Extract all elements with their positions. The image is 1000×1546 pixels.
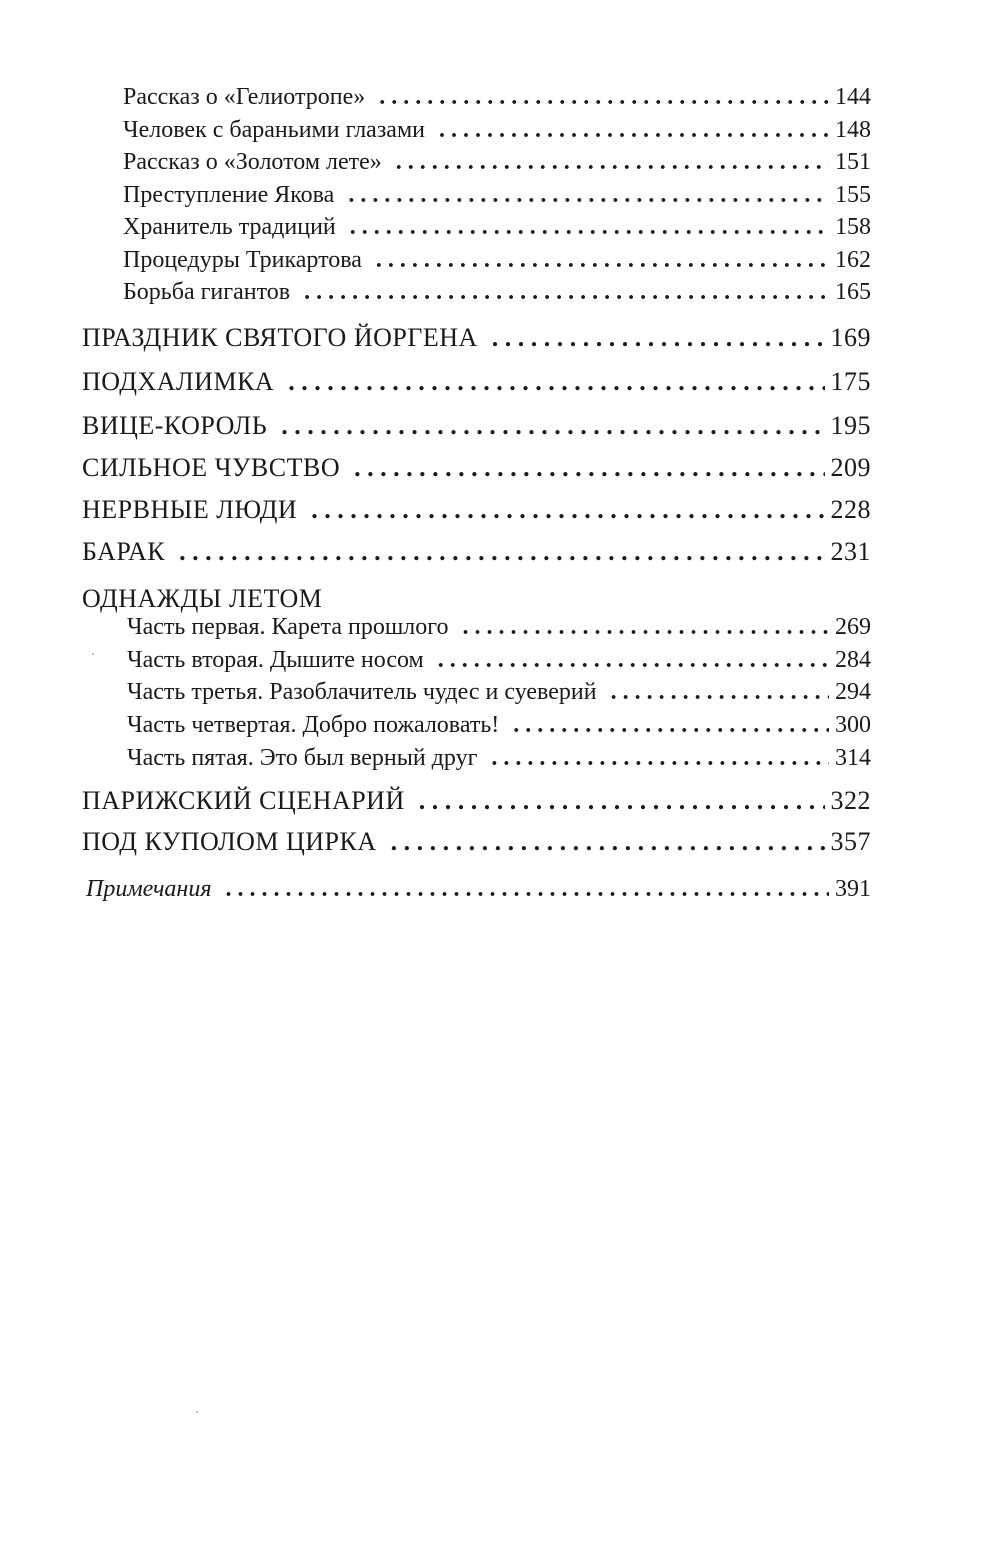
toc-entry[interactable] <box>82 411 871 447</box>
toc-entry-title: Часть вторая. Дышите носом <box>127 647 424 673</box>
dot-leader <box>491 745 829 772</box>
toc-entry[interactable] <box>127 745 871 781</box>
toc-entry-page: 284 <box>835 647 871 673</box>
toc-entry[interactable] <box>82 827 871 863</box>
toc-entry-title: БАРАК <box>82 537 166 566</box>
toc-entry-page: 231 <box>830 537 871 566</box>
dot-leader <box>611 679 829 706</box>
toc-entry[interactable] <box>127 679 871 715</box>
toc-entry[interactable] <box>127 614 871 650</box>
toc-entry-title: Преступление Якова <box>123 182 335 208</box>
toc-entry[interactable] <box>82 453 871 489</box>
toc-entry-page: 144 <box>835 84 871 110</box>
toc-entry[interactable] <box>123 247 871 283</box>
dot-leader <box>350 214 829 241</box>
dot-leader <box>281 411 824 441</box>
toc-entry-title: Часть третья. Разоблачитель чудес и суеверий <box>127 679 597 705</box>
toc-entry-title: ПОДХАЛИМКА <box>82 367 275 396</box>
toc-entry[interactable] <box>123 117 871 153</box>
print-speck <box>196 1411 198 1413</box>
toc-entry-title: ПОД КУПОЛОМ ЦИРКА <box>82 827 377 856</box>
print-speck <box>92 653 94 655</box>
toc-entry-page: 357 <box>830 827 871 856</box>
toc-entry-title: СИЛЬНОЕ ЧУВСТВО <box>82 453 341 482</box>
toc-entry-title: Рассказ о «Золотом лете» <box>123 149 382 175</box>
toc-entry-title: Процедуры Трикартова <box>123 247 362 273</box>
toc-section-heading[interactable]: ОДНАЖДЫ ЛЕТОМ <box>82 584 323 613</box>
toc-entry[interactable] <box>123 182 871 218</box>
toc-entry[interactable] <box>82 537 871 573</box>
dot-leader <box>348 182 829 209</box>
toc-entry[interactable] <box>82 786 871 822</box>
dot-leader <box>376 247 829 274</box>
toc-entry-page: 175 <box>830 367 871 396</box>
toc-entry-page: 391 <box>835 876 871 902</box>
toc-entry-title: Примечания <box>86 876 212 902</box>
toc-entry-title: ПАРИЖСКИЙ СЦЕНАРИЙ <box>82 786 405 815</box>
dot-leader <box>179 537 824 567</box>
toc-entry-page: 209 <box>830 453 871 482</box>
toc-entry-page: 269 <box>835 614 871 640</box>
toc-entry-page: 322 <box>830 786 871 815</box>
toc-entry-page: 155 <box>835 182 871 208</box>
toc-entry-page: 195 <box>830 411 871 440</box>
toc-entry-notes[interactable] <box>86 876 871 912</box>
dot-leader <box>311 495 824 525</box>
toc-entry-title: Часть первая. Карета прошлого <box>127 614 449 640</box>
dot-leader <box>304 279 829 306</box>
dot-leader <box>379 84 829 111</box>
toc-entry-page: 294 <box>835 679 871 705</box>
toc-entry[interactable] <box>82 367 871 403</box>
toc-entry-page: 314 <box>835 745 871 771</box>
toc-entry-title: Часть пятая. Это был верный друг <box>127 745 478 771</box>
toc-entry[interactable] <box>123 149 871 185</box>
toc-entry-title: ВИЦЕ-КОРОЛЬ <box>82 411 268 440</box>
dot-leader <box>492 323 825 353</box>
toc-entry-title: НЕРВНЫЕ ЛЮДИ <box>82 495 298 524</box>
dot-leader <box>439 117 829 144</box>
toc-entry-page: 162 <box>835 247 871 273</box>
toc-entry-title: Часть четвертая. Добро пожаловать! <box>127 712 500 738</box>
toc-entry-title: Рассказ о «Гелиотропе» <box>123 84 366 110</box>
dot-leader <box>226 876 830 903</box>
toc-entry-title: Человек с бараньими глазами <box>123 117 425 143</box>
toc-entry-page: 151 <box>835 149 871 175</box>
toc-entry-title: Борьба гигантов <box>123 279 291 305</box>
dot-leader <box>438 647 829 674</box>
dot-leader <box>396 149 829 176</box>
toc-entry-page: 228 <box>830 495 871 524</box>
dot-leader <box>354 453 824 483</box>
toc-entry[interactable] <box>123 279 871 315</box>
toc-entry-page: 158 <box>835 214 871 240</box>
toc-entry-title: Хранитель традиций <box>123 214 336 240</box>
dot-leader <box>391 827 825 857</box>
toc-entry-page: 148 <box>835 117 871 143</box>
toc-entry[interactable] <box>127 647 871 683</box>
toc-entry-page: 169 <box>830 323 871 352</box>
toc-entry[interactable] <box>82 323 871 359</box>
toc-entry-title: ПРАЗДНИК СВЯТОГО ЙОРГЕНА <box>82 323 478 352</box>
toc-entry[interactable] <box>82 495 871 531</box>
toc-entry-page: 165 <box>835 279 871 305</box>
toc-entry[interactable] <box>123 214 871 250</box>
dot-leader <box>463 614 829 641</box>
toc-entry-page: 300 <box>835 712 871 738</box>
dot-leader <box>288 367 824 397</box>
dot-leader <box>419 786 825 816</box>
dot-leader <box>513 712 829 739</box>
toc-entry[interactable] <box>127 712 871 748</box>
toc-entry[interactable] <box>123 84 871 120</box>
